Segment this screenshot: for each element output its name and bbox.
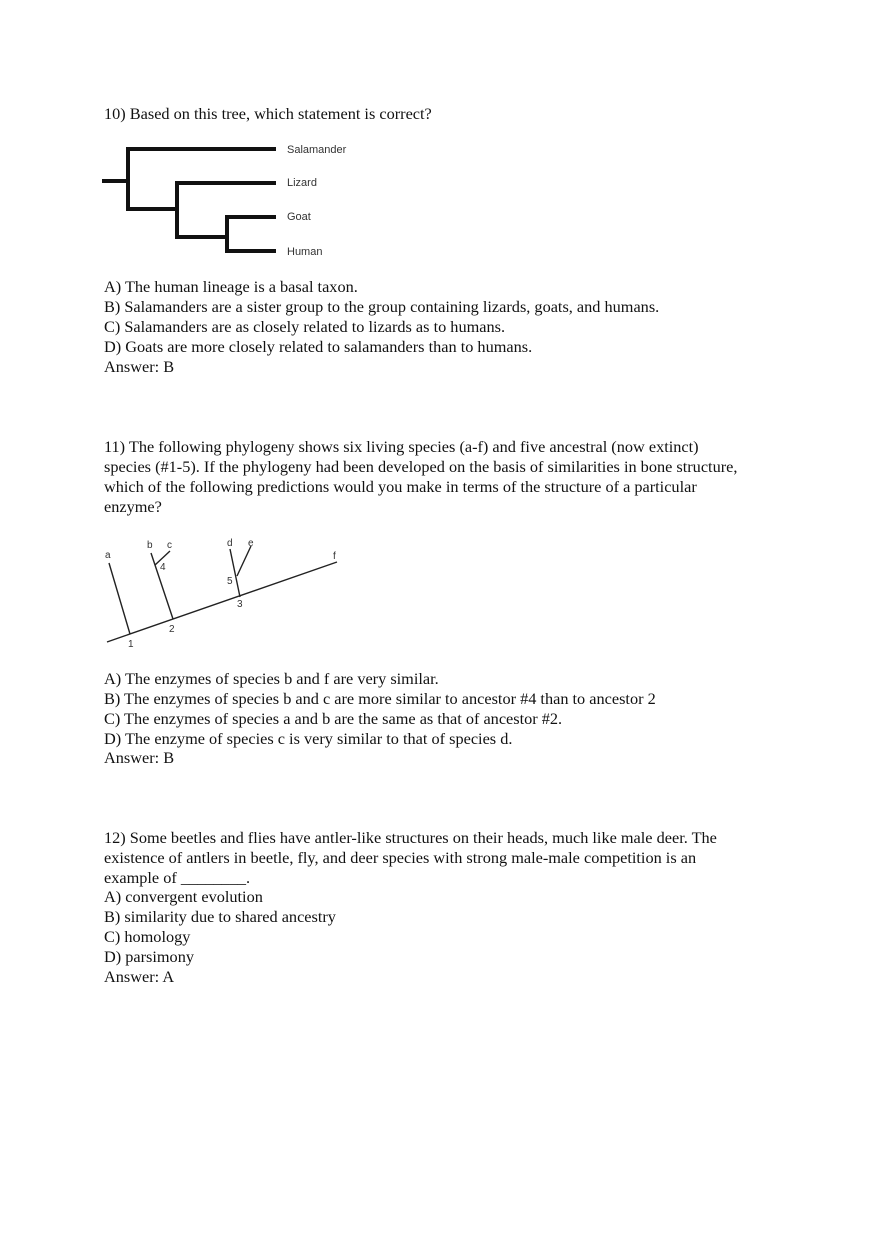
label-lizard: Lizard: [287, 177, 317, 189]
q10-cladogram: [104, 149, 274, 251]
q12-question-line: existence of antlers in beetle, fly, and deer species with strong male-male competition is an: [104, 848, 697, 867]
q11-question-line: species (#1-5). If the phylogeny had been developed on the basis of similarities in bone structure,: [104, 457, 738, 476]
q11-question-line: enzyme?: [104, 497, 162, 516]
q12-option-b: B) similarity due to shared ancestry: [104, 907, 336, 926]
q11-option-d: D) The enzyme of species c is very similar to that of species d.: [104, 729, 513, 748]
q12-question-line: example of ________.: [104, 868, 251, 887]
label-node-4: 4: [160, 562, 166, 573]
q12-question-line: 12) Some beetles and flies have antler-like structures on their heads, much like male deer. The: [104, 828, 717, 847]
label-node-1: 1: [128, 639, 134, 650]
q10-option-d: D) Goats are more closely related to salamanders than to humans.: [104, 337, 533, 356]
q10-option-c: C) Salamanders are as closely related to lizards as to humans.: [104, 317, 506, 336]
label-e: e: [248, 538, 254, 549]
label-human: Human: [287, 246, 323, 258]
q10-option-b: B) Salamanders are a sister group to the group containing lizards, goats, and humans.: [104, 297, 660, 316]
label-salamander: Salamander: [287, 144, 347, 156]
q11-question-line: 11) The following phylogeny shows six living species (a-f) and five ancestral (now extinct): [104, 437, 699, 456]
q10-question: 10) Based on this tree, which statement is correct?: [104, 104, 432, 123]
label-c: c: [167, 540, 172, 551]
label-goat: Goat: [287, 211, 311, 223]
q11-question-line: which of the following predictions would you make in terms of the structure of a particular: [104, 477, 697, 496]
q12-answer: Answer: A: [104, 967, 175, 986]
label-b: b: [147, 540, 153, 551]
q11-phylogeny: [107, 546, 337, 642]
label-d: d: [227, 538, 233, 549]
q12-option-d: D) parsimony: [104, 947, 194, 966]
label-a: a: [105, 550, 111, 561]
label-node-5: 5: [227, 576, 233, 587]
label-f: f: [333, 551, 336, 562]
q10-answer: Answer: B: [104, 357, 175, 376]
q11-option-a: A) The enzymes of species b and f are very similar.: [104, 669, 439, 688]
q12-option-c: C) homology: [104, 927, 191, 946]
label-node-2: 2: [169, 624, 175, 635]
q11-option-b: B) The enzymes of species b and c are more similar to ancestor #4 than to ancestor 2: [104, 689, 656, 708]
label-node-3: 3: [237, 599, 243, 610]
q11-option-c: C) The enzymes of species a and b are the same as that of ancestor #2.: [104, 709, 563, 728]
q12-option-a: A) convergent evolution: [104, 887, 263, 906]
q11-answer: Answer: B: [104, 748, 175, 767]
q10-option-a: A) The human lineage is a basal taxon.: [104, 277, 358, 296]
